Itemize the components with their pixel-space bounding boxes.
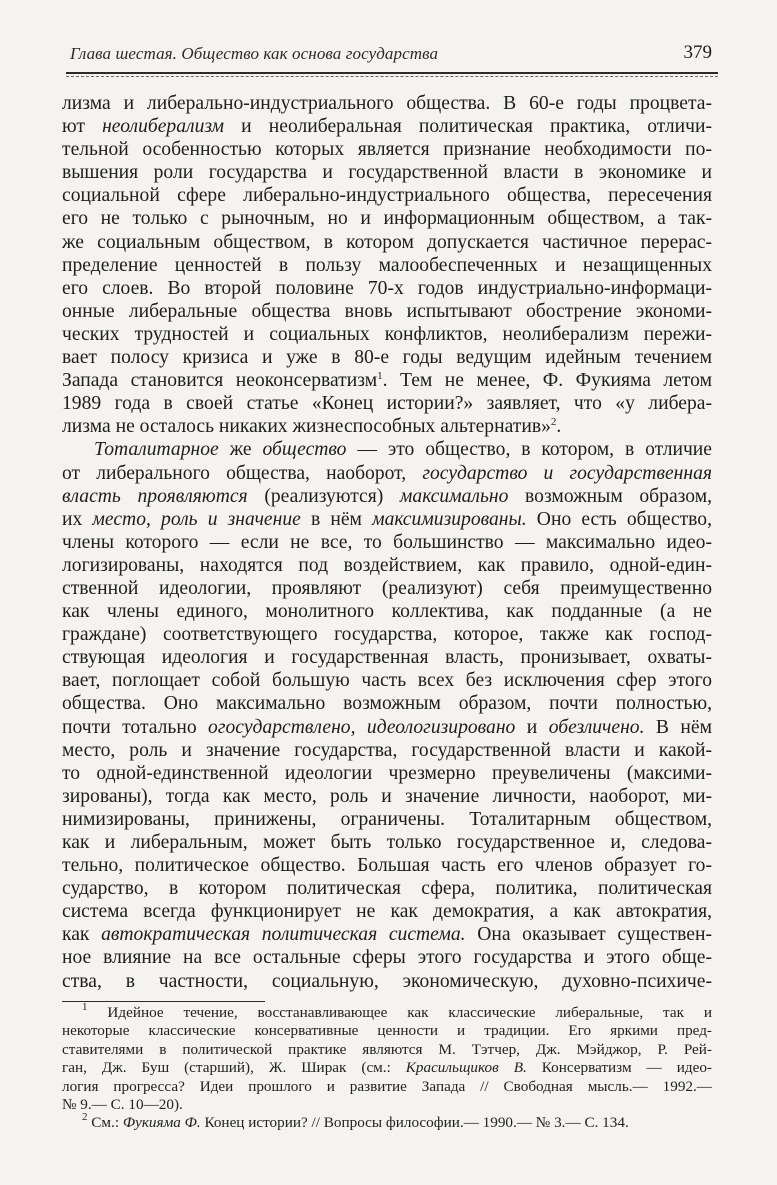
page-number: 379 xyxy=(683,42,712,63)
text-line: его слоев. Во второй половине 70-х годов индустриально-информаци- xyxy=(62,277,712,299)
footnote-line: ставителями в политической практике являются М. Тэтчер, Дж. Мэйджор, Р. Рей- xyxy=(62,1040,712,1058)
text-line: же социальным обществом, в котором допускается частичное перерас- xyxy=(62,231,712,253)
footnotes xyxy=(62,1001,712,1133)
header-rule-secondary xyxy=(66,76,718,77)
footnote-line: некоторые классические консервативные ценности и традиции. Его яркими пред- xyxy=(62,1022,712,1040)
text-line: как члены единого, монолитного коллектива, как подданные (а не xyxy=(62,601,712,623)
text-line: Тоталитарное же общество — это общество, в котором, в отличие xyxy=(94,439,712,461)
text-line: его не только с рыночным, но и информационным обществом, а так- xyxy=(62,208,712,230)
page-header xyxy=(70,40,720,72)
body-text xyxy=(62,92,712,993)
text-line: то одной-единственной идеологии чрезмерно преувеличены (максими- xyxy=(62,762,712,784)
header-rule xyxy=(66,72,718,74)
footnote-line: № 9.— С. 10—20). xyxy=(62,1095,183,1113)
text-line: логизированы, находятся под воздействием, как правило, одной-един- xyxy=(62,554,712,576)
text-line: общества. Оно максимально возможным образом, почти полностью, xyxy=(62,693,712,715)
text-line: как и либеральным, может быть только государственное и, следова- xyxy=(62,832,712,853)
text-line: ственной идеологии, проявляют (реализуют) себя преимущественно xyxy=(62,577,712,599)
text-line: ное влияние на все остальные сферы этого государства и этого обще- xyxy=(62,947,712,969)
text-line: как автократическая политическая система. Она оказывает существен- xyxy=(62,924,712,946)
text-line: 1989 года в своей статье «Конец истории?» заявляет, что «у либера- xyxy=(62,393,712,415)
footnote-line: ган, Дж. Буш (старший), Ж. Ширак (см.: Красильщиков В. Консерватизм — идео- xyxy=(62,1059,712,1077)
text-line: сударство, в котором политическая сфера, политика, политическая xyxy=(62,878,712,900)
text-line: зированы), тогда как место, роль и значение личности, наоборот, ми- xyxy=(62,785,712,807)
text-line: пределение ценностей в пользу малообеспеченных и незащищенных xyxy=(62,254,712,276)
paragraph xyxy=(62,438,712,992)
text-line: почти тотально огосударствлено, идеологизировано и обезличено. В нём xyxy=(62,716,712,738)
text-line: от либерального общества, наоборот, государство и государственная xyxy=(62,462,712,484)
text-line: граждане) соответствующего государства, которое, также как господ- xyxy=(62,624,712,646)
footnote xyxy=(62,1001,712,1114)
running-title: Глава шестая. Общество как основа государства xyxy=(70,44,439,63)
text-line: тельной особенностью которых является признание необходимости по- xyxy=(62,139,712,161)
footnote-separator xyxy=(62,1001,265,1002)
text-line: ют неолиберализм и неолиберальная политическая практика, отличи- xyxy=(62,116,713,138)
text-line: вает полосу кризиса и уже в 80-е годы ведущим идейным течением xyxy=(62,347,712,369)
text-line: онные либеральные общества вновь испытывают обострение экономи- xyxy=(62,300,712,322)
footnote-line: логия прогресса? Идеи прошлого и развитие Запада // Свободная мысль.— 1992.— xyxy=(62,1077,712,1095)
text-line: вает, поглощает собой большую часть всех без исключения сфер этого xyxy=(62,670,712,692)
text-line: нимизированы, принижены, ограничены. Тоталитарным обществом, xyxy=(62,808,712,830)
text-line: ствующая идеология и государственная власть, пронизывает, охваты- xyxy=(62,647,712,669)
text-line: их место, роль и значение в нём максимизированы. Оно есть общество, xyxy=(62,508,712,530)
text-line: социальной сфере либерально-индустриального общества, пересечения xyxy=(62,185,712,207)
text-line: система всегда функционирует не как демократия, а как автократия, xyxy=(62,901,712,923)
text-line: ческих трудностей и социальных конфликтов, неолиберализм пережи- xyxy=(62,323,712,345)
footnote xyxy=(62,1111,712,1132)
text-line: место, роль и значение государства, государственной власти и какой- xyxy=(62,739,712,761)
text-line: власть проявляются (реализуются) максимально возможным образом, xyxy=(62,485,712,507)
text-line: Запада становится неоконсерватизм$^1$. Тем не менее, Ф. Фукияма летом xyxy=(62,370,712,392)
footnote-line: $^2$ См.: Фукияма Ф. Конец истории? // Вопросы философии.— 1990.— № 3.— С. 134. xyxy=(82,1111,629,1132)
footnote-line: $^1$ Идейное течение, восстанавливающее как классические либеральные, так и xyxy=(82,1001,712,1021)
text-line: ства, в частности, социальную, экономическую, духовно-психиче- xyxy=(62,970,712,992)
text-line: тельно, политическое общество. Большая часть его членов образует го- xyxy=(62,855,712,877)
text-line: члены которого — если не все, то большинство — максимально идео- xyxy=(62,531,712,553)
paragraph xyxy=(62,92,712,438)
text-line: вышения роли государства и государственной власти в экономике и xyxy=(62,162,712,184)
text-line: лизма не осталось никаких жизнеспособных альтернатив»$^2$. xyxy=(62,416,562,438)
text-line: лизма и либерально-индустриального общества. В 60-е годы процвета- xyxy=(62,93,712,114)
